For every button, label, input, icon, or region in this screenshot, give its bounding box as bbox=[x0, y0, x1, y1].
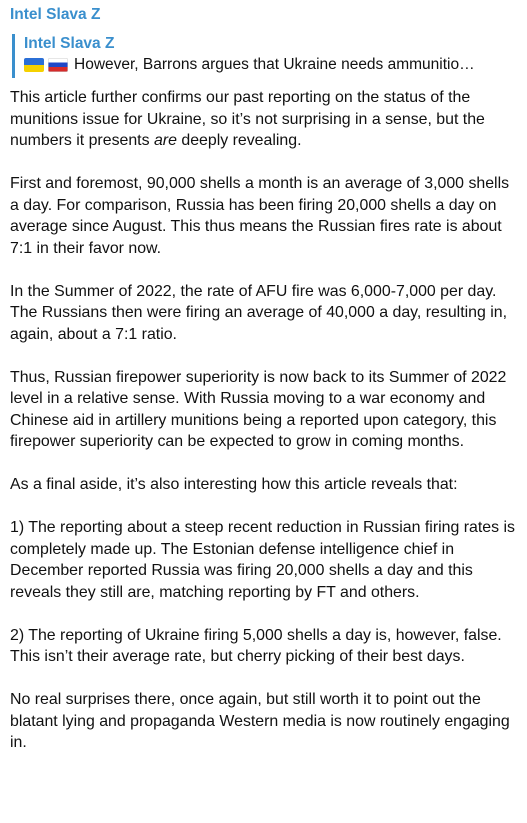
reply-preview-text: However, Barrons argues that Ukraine needs ammunitio… bbox=[74, 56, 475, 73]
sender-name[interactable]: Intel Slava Z bbox=[10, 6, 101, 23]
emphasis-are: are bbox=[153, 132, 177, 149]
message-paragraph-3: In the Summer of 2022, the rate of AFU fire was 6,000-7,000 per day. The Russians then were firing an average of 40,000 a day, resulting in, again, about a 7:1 ratio. bbox=[10, 282, 508, 343]
reply-author: Intel Slava Z bbox=[24, 35, 115, 52]
message-paragraph-7: 2) The reporting of Ukraine firing 5,000 shells a day is, however, false. This isn’t their average rate, but cherry picking of their best days. bbox=[10, 626, 502, 665]
message-paragraph-5: As a final aside, it’s also interesting how this article reveals that: bbox=[10, 476, 458, 493]
ukraine-flag-icon bbox=[24, 58, 44, 72]
message-paragraph-4: Thus, Russian firepower superiority is now back to its Summer of 2022 level in a relative sense. With Russia moving to a war economy and Chinese aid in artillery munitions being a reported upon category, this firepower superiority can be expected to grow in coming months. bbox=[10, 368, 507, 450]
paragraph-1-end: deeply revealing. bbox=[176, 132, 302, 149]
message-paragraph-8: No real surprises there, once again, but still worth it to point out the blatant lying and propaganda Western media is now routinely engaging in. bbox=[10, 691, 510, 751]
reply-quote[interactable] bbox=[12, 34, 517, 78]
reply-preview bbox=[24, 54, 517, 76]
message-paragraph-6: 1) The reporting about a steep recent reduction in Russian firing rates is completely made up. The Estonian defense intelligence chief in December reported Russia was firing 20,000 shells a day and this reveals they still are, matching reporting by FT and others. bbox=[10, 519, 515, 601]
paragraph-1-start: This article further confirms our past reporting on the status of the munitions issue for Ukraine, so it’s not surprising in a sense, but the numbers it presents bbox=[10, 89, 485, 149]
russia-flag-icon bbox=[48, 58, 68, 72]
message-body bbox=[10, 87, 517, 754]
message-paragraph-1 bbox=[10, 87, 517, 152]
message-paragraph-2: First and foremost, 90,000 shells a month is an average of 3,000 shells a day. For comparison, Russia has been firing 20,000 shells a day on average since August. This thus means the Russian fires rate is about 7:1 in their favor now. bbox=[10, 175, 510, 257]
